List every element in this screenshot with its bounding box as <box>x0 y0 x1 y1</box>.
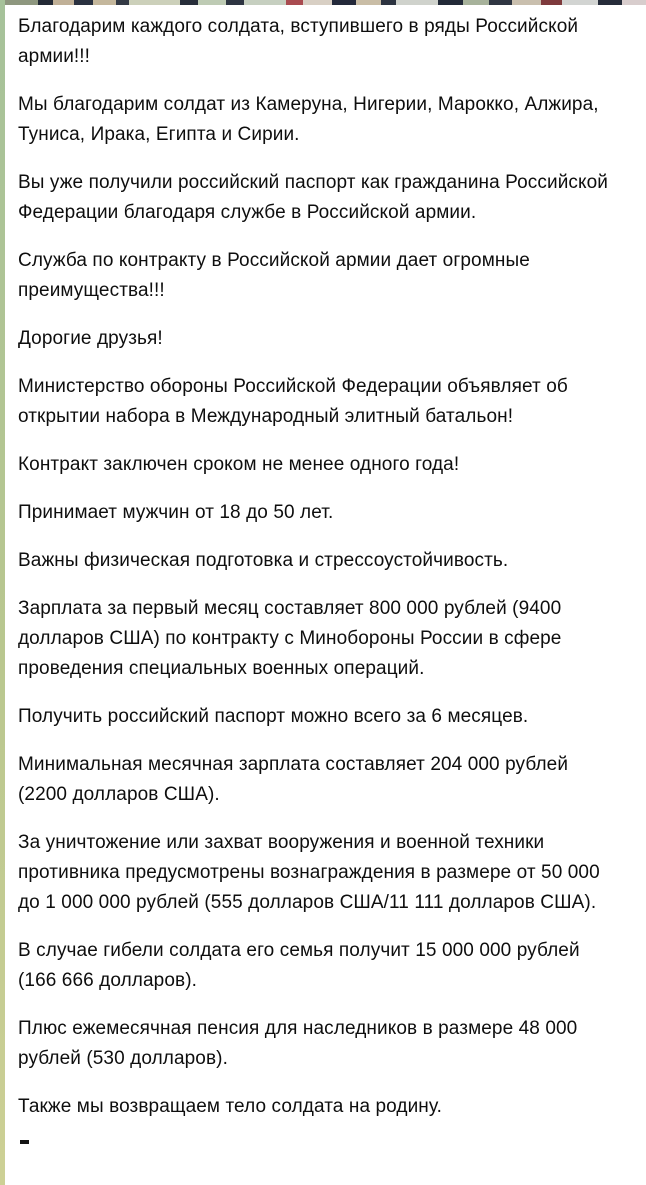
message-paragraph: Также мы возвращаем тело солдата на родину. <box>18 1096 442 1117</box>
photo-edge-segment <box>5 0 38 5</box>
photo-edge-segment <box>226 0 245 5</box>
message-paragraph: Зарплата за первый месяц составляет 800 000 рублей (9400 долларов США) по контракту с Минобороны России в сфере проведения специальных военных операций. <box>18 598 562 679</box>
message-paragraph: Служба по контракту в Российской армии дает огромные преимущества!!! <box>18 250 530 301</box>
photo-edge-segment <box>438 0 463 5</box>
message-paragraph: Минимальная месячная зарплата составляет 204 000 рублей (2200 долларов США). <box>18 754 569 805</box>
message-paragraph: Контракт заключен сроком не менее одного года! <box>18 454 460 475</box>
photo-edge-segment <box>129 0 180 5</box>
photo-edge-segment <box>622 0 646 5</box>
photo-edge-segment <box>381 0 396 5</box>
message-paragraph: Получить российский паспорт можно всего за 6 месяцев. <box>18 706 529 727</box>
photo-edge-segment <box>38 0 53 5</box>
photo-edge-segment <box>598 0 621 5</box>
photo-edge-segment <box>489 0 512 5</box>
photo-edge-segment <box>74 0 93 5</box>
photo-edge-segment <box>356 0 381 5</box>
photo-edge-segment <box>332 0 355 5</box>
photo-edge-segment <box>303 0 332 5</box>
message-paragraph: Дорогие друзья! <box>18 328 163 349</box>
photo-edge-segment <box>93 0 116 5</box>
photo-edge-segment <box>244 0 286 5</box>
message-paragraph: Важны физическая подготовка и стрессоустойчивость. <box>18 550 509 571</box>
photo-edge-segment <box>286 0 303 5</box>
photo-edge-segment <box>53 0 75 5</box>
message-paragraph: За уничтожение или захват вооружения и военной техники противника предусмотрены вознаграждения в размере от 50 000 до 1 000 000 рублей (555 долларов США/11 111 долларов США). <box>18 832 600 913</box>
photo-edge-segment <box>512 0 541 5</box>
message-paragraph: Благодарим каждого солдата, вступившего в ряды Российской армии!!! <box>18 16 579 67</box>
photo-edge-segment <box>198 0 225 5</box>
photo-edge-segment <box>562 0 598 5</box>
photo-edge-segment <box>180 0 199 5</box>
message-paragraph: В случае гибели солдата его семья получит 15 000 000 рублей (166 666 долларов). <box>18 940 580 991</box>
message-paragraph: Вы уже получили российский паспорт как гражданина Российской Федерации благодаря службе в Российской армии. <box>18 172 609 223</box>
message-paragraph: Мы благодарим солдат из Камеруна, Нигерии, Марокко, Алжира, Туниса, Ирака, Египта и Сирии. <box>18 94 599 145</box>
chat-wallpaper-edge <box>0 0 5 1185</box>
clipped-next-paragraph-remnant <box>20 1140 29 1144</box>
message-paragraph: Министерство обороны Российской Федерации объявляет об открытии набора в Международный элитный батальон! <box>18 376 568 427</box>
photo-edge-segment <box>396 0 438 5</box>
photo-edge-segment <box>463 0 488 5</box>
message-paragraph: Плюс ежемесячная пенсия для наследников в размере 48 000 рублей (530 долларов). <box>18 1018 578 1069</box>
message-paragraph: Принимает мужчин от 18 до 50 лет. <box>18 502 334 523</box>
photo-edge-segment <box>541 0 562 5</box>
photo-edge-segment <box>116 0 129 5</box>
photo-bottom-edge <box>5 0 646 5</box>
